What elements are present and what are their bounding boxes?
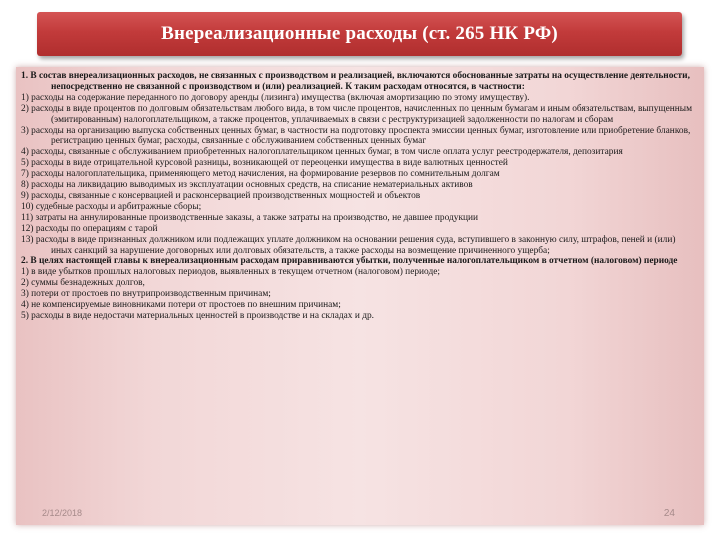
paragraph: 12) расходы по операциям с тарой xyxy=(21,223,158,234)
paragraph: 13) расходы в виде признанных должником или подлежащих уплате должником на основании решения суда, вступившего в законную силу, штрафов, пеней и (или) иных санкций за нарушение договорных или долговых обязательств, а также расходы на возмещение причиненного ущерба; xyxy=(21,234,676,256)
paragraph: 10) судебные расходы и арбитражные сборы; xyxy=(21,201,202,212)
paragraph: 8) расходы на ликвидацию выводимых из эксплуатации основных средств, на списание нематериальных активов xyxy=(21,180,473,191)
paragraph: 2) суммы безнадежных долгов, xyxy=(21,278,145,289)
paragraph: 5) расходы в виде отрицательной курсовой разницы, возникающей от переоценки имущества в виде валютных ценностей xyxy=(21,158,508,169)
page-number: 24 xyxy=(663,508,675,519)
paragraph: 1) в виде убытков прошлых налоговых периодов, выявленных в текущем отчетном (налоговом) периоде; xyxy=(21,267,441,278)
footer-date: 2/12/2018 xyxy=(42,508,83,518)
paragraph: 3) потери от простоев по внутрипроизводственным причинам; xyxy=(21,289,271,300)
paragraph: 2) расходы в виде процентов по долговым обязательствам любого вида, в том числе процентов, начисленных по ценным бумагам и иным обязательствам, выпущенным (эмитированным) налогоплательщиком, а также процентов, уплачиваемых в связи с реструктуризацией задолженности по налогам и сборам xyxy=(21,103,693,125)
paragraph: 4) расходы, связанные с обслуживанием приобретенных налогоплательщиком ценных бумаг, в том числе оплата услуг реестродержателя, депозитария xyxy=(21,147,623,158)
content-text xyxy=(21,71,698,322)
title-banner xyxy=(37,12,682,56)
paragraph: 3) расходы на организацию выпуска собственных ценных бумаг, в частности на подготовку проспекта эмиссии ценных бумаг, изготовление или приобретение бланков, регистрацию ценных бумаг, расходы, связанные с обслуживанием собственных ценных бумаг xyxy=(21,125,691,147)
paragraph: 1. В состав внереализационных расходов, не связанных с производством и реализацией, включаются обоснованные затраты на осуществление деятельности, непосредственно не связанной с производством и (или) реализацией. К таким расходам относятся, в частности: xyxy=(21,71,690,92)
paragraph: 9) расходы, связанные с консервацией и расконсервацией производственных мощностей и объектов xyxy=(21,190,421,201)
paragraph: 11) затраты на аннулированные производственные заказы, а также затраты на производство, не давшее продукции xyxy=(21,212,479,223)
paragraph: 4) не компенсируемые виновниками потери от простоев по внешним причинам; xyxy=(21,300,341,311)
paragraph: 1) расходы на содержание переданного по договору аренды (лизинга) имущества (включая амортизацию по этому имуществу). xyxy=(21,92,530,103)
paragraph: 2. В целях настоящей главы к внереализационным расходам приравниваются убытки, полученные налогоплательщиком в отчетном (налоговом) периоде xyxy=(21,256,678,267)
content-panel xyxy=(16,67,704,525)
paragraph: 5) расходы в виде недостачи материальных ценностей в производстве и на складах и др. xyxy=(21,310,375,321)
paragraph: 7) расходы налогоплательщика, применяющего метод начисления, на формирование резервов по сомнительным долгам xyxy=(21,169,500,180)
slide-title: Внереализационные расходы (ст. 265 НК РФ) xyxy=(161,23,558,44)
